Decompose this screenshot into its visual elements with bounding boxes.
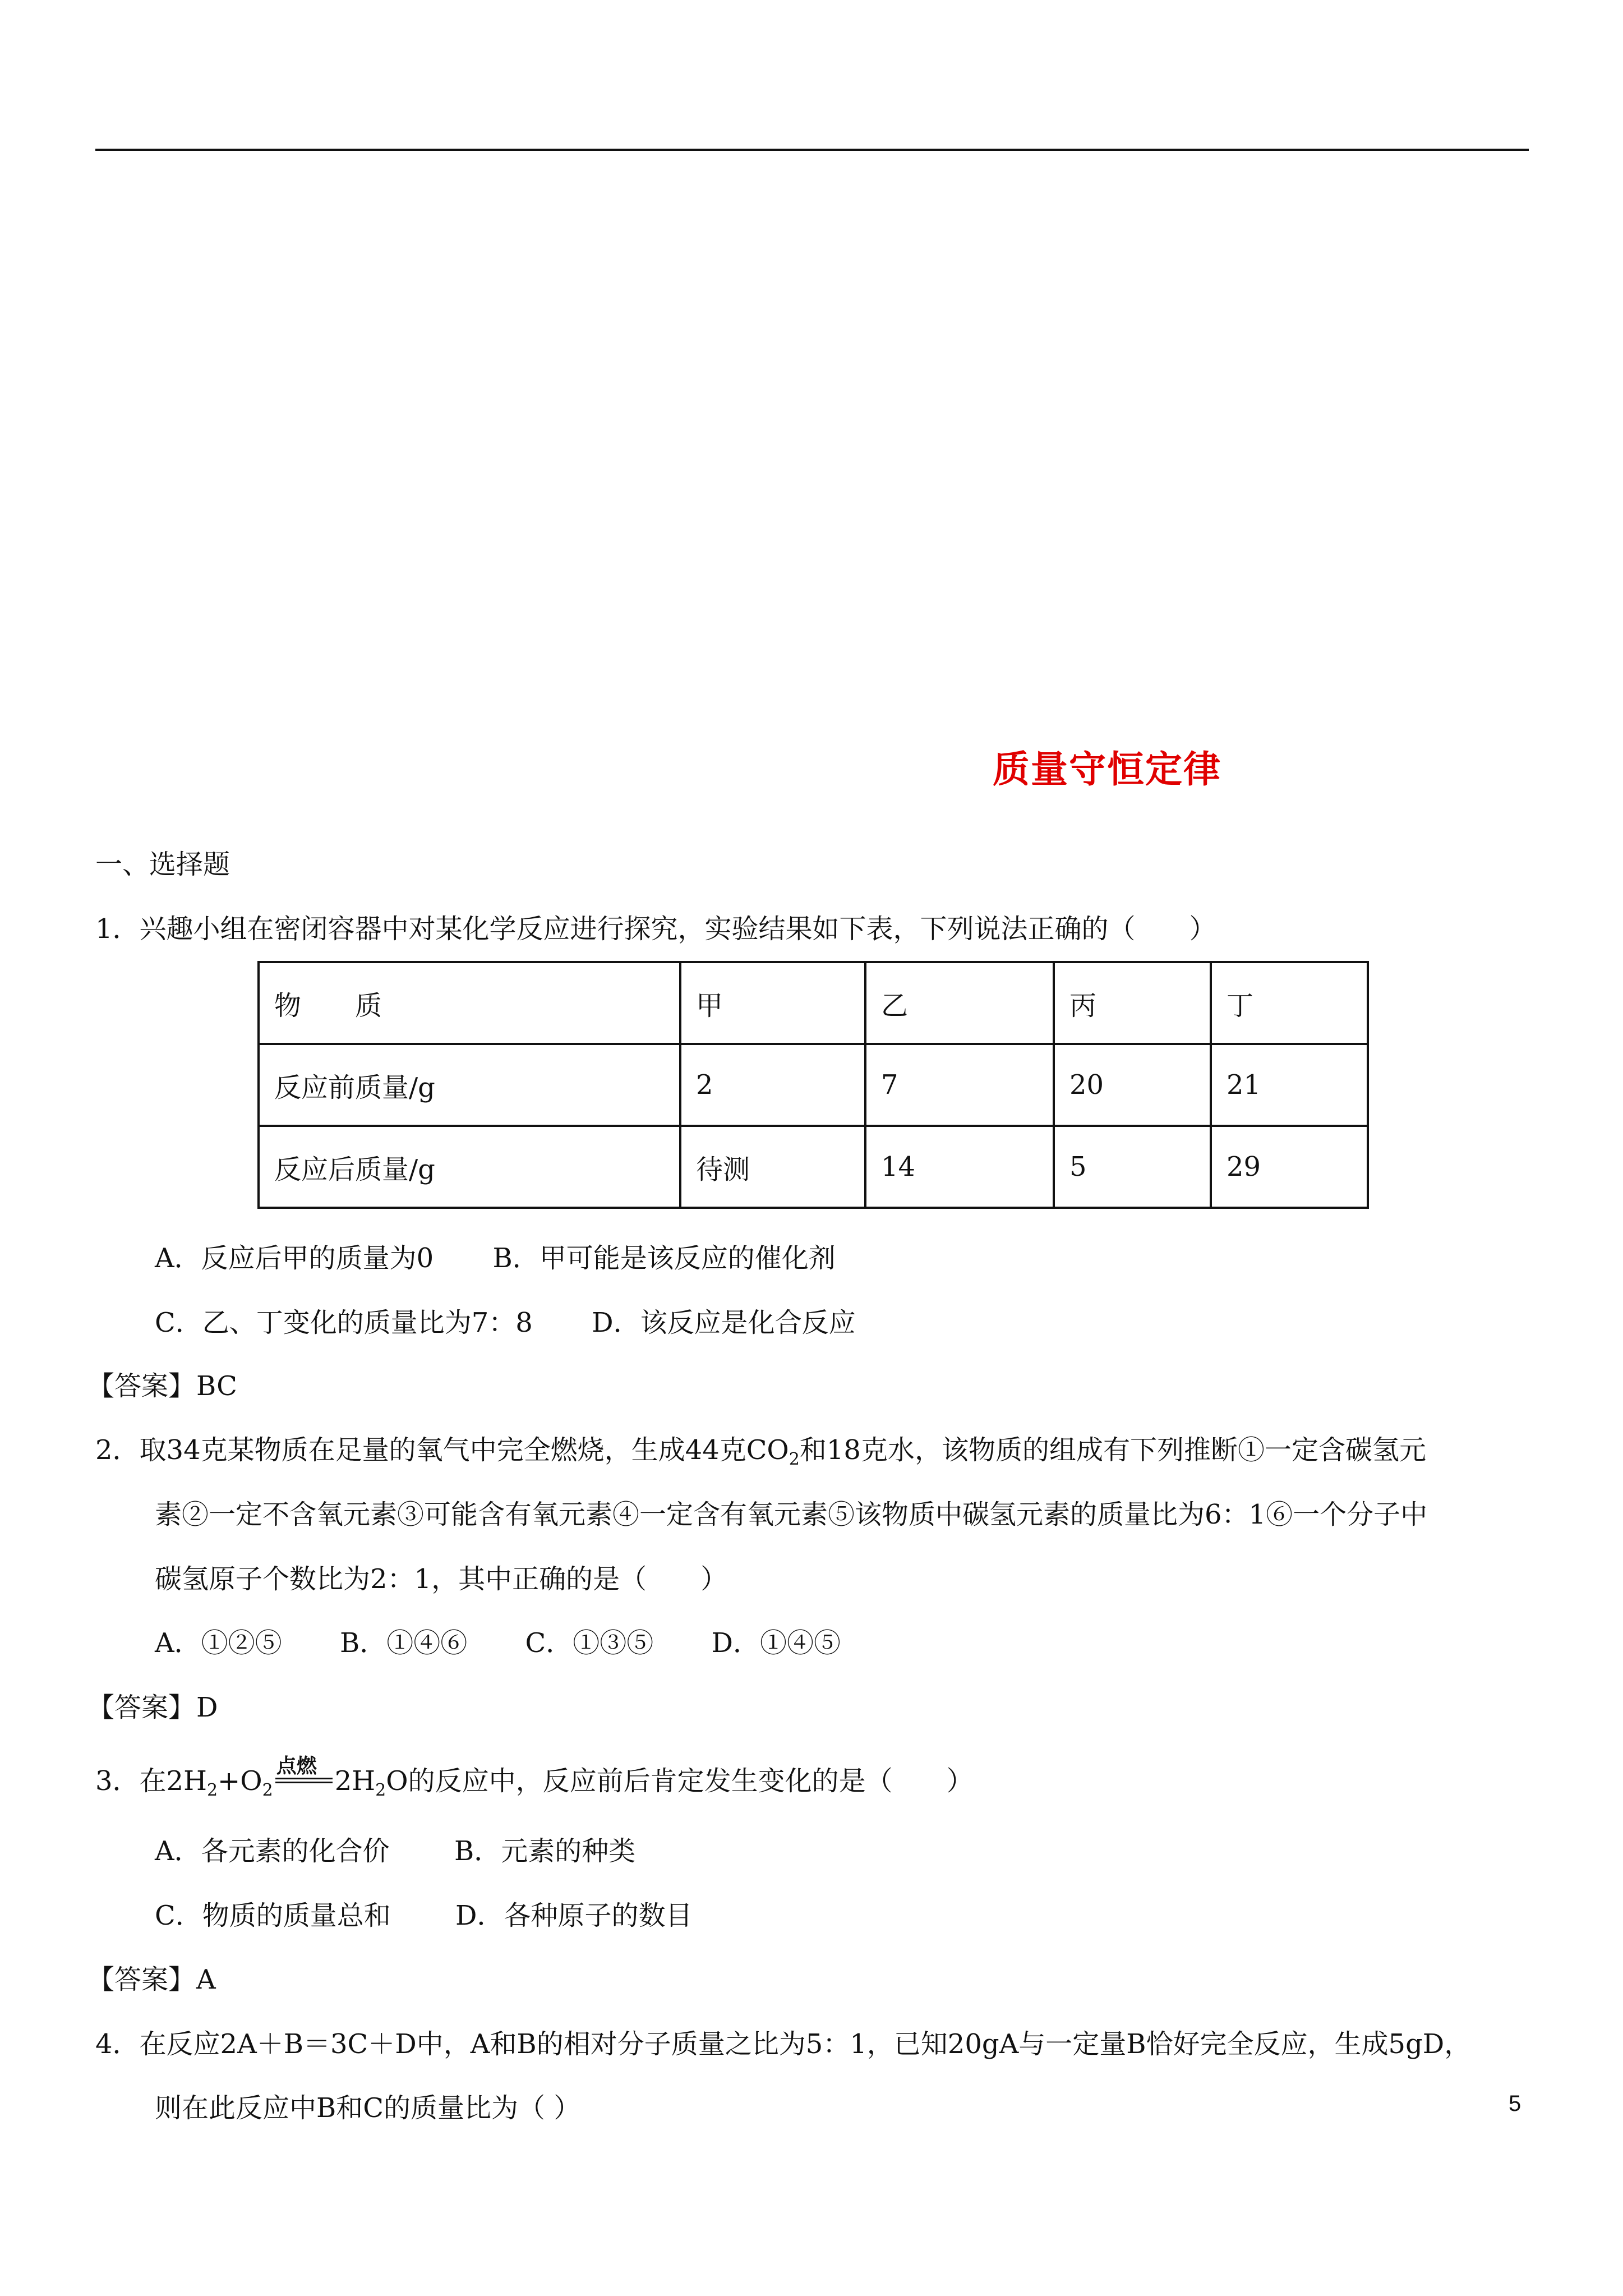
table-row (259, 1126, 1368, 1208)
q1-option-a: A．反应后甲的质量为0 (155, 1243, 434, 1274)
answer-label: 【答案】 (87, 1370, 196, 1402)
table-cell: 反应前质量/g (259, 1044, 680, 1126)
reaction-condition (273, 1755, 335, 1798)
equals-bar (275, 1778, 333, 1779)
q1-data-table (257, 961, 1369, 1209)
q3-option-b: B．元素的种类 (454, 1835, 636, 1867)
q2-stem-line2: 素②一定不含氧元素③可能含有氧元素④一定含有氧元素⑤该物质中碳氢元素的质量比为6：1⑥一个分子中 (155, 1499, 1428, 1530)
table-row (259, 1044, 1368, 1126)
q1-option-b: B．甲可能是该反应的催化剂 (492, 1243, 836, 1274)
q1-stem: 1．兴趣小组在密闭容器中对某化学反应进行探究，实验结果如下表，下列说法正确的（ ） (95, 913, 1216, 945)
q3-options-row1 (155, 1834, 635, 1868)
table-cell: 14 (865, 1126, 1054, 1208)
q3-option-a: A．各元素的化合价 (155, 1835, 390, 1867)
q4-stem-line1: 4．在反应2A＋B＝3C＋D中，A和B的相对分子质量之比为5：1，已知20gA与一定量B恰好完全反应，生成5gD， (95, 2028, 1472, 2060)
answer-value: BC (196, 1370, 237, 1402)
q1-options-row2 (155, 1306, 856, 1340)
subscript: 2 (375, 1780, 386, 1800)
table-cell: 丙 (1054, 962, 1211, 1044)
table-cell: 丁 (1211, 962, 1368, 1044)
condition-label: 点燃 (276, 1755, 317, 1778)
table-cell: 29 (1211, 1126, 1368, 1208)
q4-stem-line2: 则在此反应中B和C的质量比为（ ） (155, 2092, 581, 2124)
q1-options-row1 (155, 1241, 836, 1275)
q1-answer (87, 1369, 237, 1403)
header-rule (95, 149, 1529, 151)
table-cell: 乙 (865, 962, 1054, 1044)
q2-stem-line3: 碳氢原子个数比为2：1，其中正确的是（ ） (155, 1563, 728, 1595)
q2-option-d: D．①④⑤ (711, 1627, 841, 1659)
answer-value: A (196, 1964, 216, 1995)
q1-option-c: C．乙、丁变化的质量比为7：8 (155, 1307, 533, 1338)
q3-options-row2 (155, 1899, 693, 1932)
document-title: 质量守恒定律 (993, 748, 1221, 791)
q3-answer (87, 1963, 216, 1996)
q3-text: O (386, 1765, 408, 1797)
q3-text: 3．在2H (95, 1765, 207, 1797)
table-cell: 20 (1054, 1044, 1211, 1126)
table-cell: 5 (1054, 1126, 1211, 1208)
q2-text: 和18克水，该物质的组成有下列推断①一定含碳氢元 (799, 1434, 1426, 1466)
subscript: 2 (206, 1780, 218, 1800)
subscript: 2 (789, 1450, 800, 1469)
page-number: 5 (1509, 2091, 1521, 2116)
table-cell: 物 质 (259, 962, 680, 1044)
q2-answer (87, 1691, 218, 1724)
subscript: 2 (262, 1780, 273, 1800)
q3-text: 2H (334, 1765, 376, 1797)
q3-option-d: D．各种原子的数目 (455, 1900, 693, 1931)
answer-value: D (196, 1692, 218, 1723)
q3-stem (95, 1755, 974, 1800)
q2-options (155, 1626, 841, 1660)
equals-bar (275, 1782, 333, 1783)
table-header-row (259, 962, 1368, 1044)
q3-text: 的反应中，反应前后肯定发生变化的是（ ） (408, 1765, 974, 1797)
answer-label: 【答案】 (87, 1964, 196, 1995)
q2-option-a: A．①②⑤ (155, 1627, 282, 1659)
table-cell: 待测 (680, 1126, 865, 1208)
q2-option-b: B．①④⑥ (339, 1627, 468, 1659)
q1-option-d: D．该反应是化合反应 (592, 1307, 856, 1338)
q2-stem-line1 (95, 1433, 1426, 1467)
answer-label: 【答案】 (87, 1692, 196, 1723)
section-heading: 一、选择题 (95, 849, 230, 880)
table-cell: 21 (1211, 1044, 1368, 1126)
q3-text: +O (218, 1765, 262, 1797)
table-cell: 甲 (680, 962, 865, 1044)
table-cell: 反应后质量/g (259, 1126, 680, 1208)
table-cell: 2 (680, 1044, 865, 1126)
table-cell: 7 (865, 1044, 1054, 1126)
q2-text: 2．取34克某物质在足量的氧气中完全燃烧，生成44克CO (95, 1434, 789, 1466)
q2-option-c: C．①③⑤ (525, 1627, 654, 1659)
q3-option-c: C．物质的质量总和 (155, 1900, 391, 1931)
